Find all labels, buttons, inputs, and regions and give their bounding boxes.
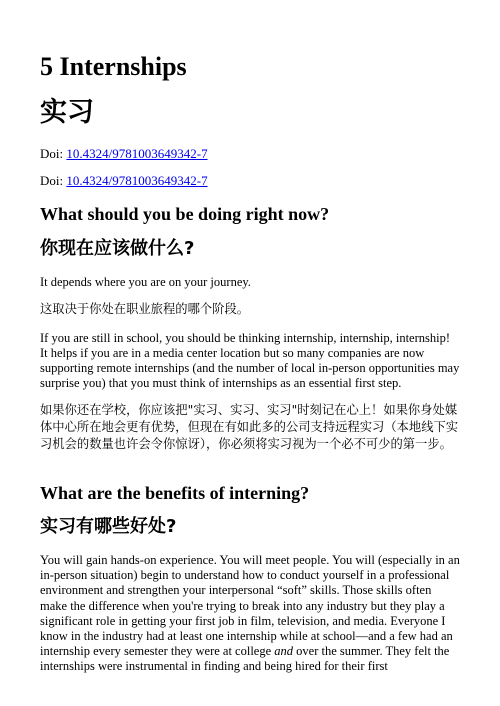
section-heading-zh: 你现在应该做什么? — [40, 238, 195, 259]
chapter-title-zh: 实习 — [40, 97, 94, 128]
emphasis-text: and — [274, 644, 294, 659]
chapter-title-en: 5 Internships — [40, 52, 187, 81]
paragraph-text: over the summer. They felt the internships were instrumental in finding and being hired for their first — [40, 644, 450, 674]
paragraph-zh: 这取决于你处在职业旅程的哪个阶段。 — [40, 302, 250, 316]
doi-label: Doi: — [40, 173, 67, 188]
paragraph-en — [40, 553, 460, 675]
paragraph-en: If you are still in school, you should be thinking internship, internship, internship! It helps if you are in a media center location but so many companies are now supporting remote internships (and the number of local in-person opportunities may surprise you) that you must think of internships as an essential first step. — [40, 331, 460, 390]
paragraph-text: You will gain hands-on experience. You will meet people. You will (especially in an in-person situation) begin to understand how to conduct yourself in a professional environment and strengthen your interpersonal “soft” skills. Those skills often make the difference when you're trying to break into any industry but they play a significant role in getting your first job in film, television, and media. Everyone I know in the industry had at least one internship while at school—and a few had an internship every semester they were at college — [40, 553, 460, 659]
paragraph-zh: 如果你还在学校，你应该把"实习、实习、实习"时刻记在心上！如果你身处媒体中心所在地会更有优势，但现在有如此多的公司支持远程实习（本地线下实习机会的数量也许会令你惊讶），你必须将实习视为一个必不可少的第一步。 — [40, 403, 459, 451]
doi-line-1 — [40, 146, 208, 162]
doi-label: Doi: — [40, 146, 67, 161]
doi-link[interactable]: 10.4324/9781003649342-7 — [66, 173, 208, 188]
section-heading-en: What should you be doing right now? — [40, 204, 330, 224]
doi-line-2 — [40, 173, 208, 189]
section-heading-en: What are the benefits of interning? — [40, 483, 310, 503]
section-heading-zh: 实习有哪些好处? — [40, 516, 177, 537]
doi-link[interactable]: 10.4324/9781003649342-7 — [66, 146, 208, 161]
paragraph-en: It depends where you are on your journey. — [40, 275, 251, 289]
